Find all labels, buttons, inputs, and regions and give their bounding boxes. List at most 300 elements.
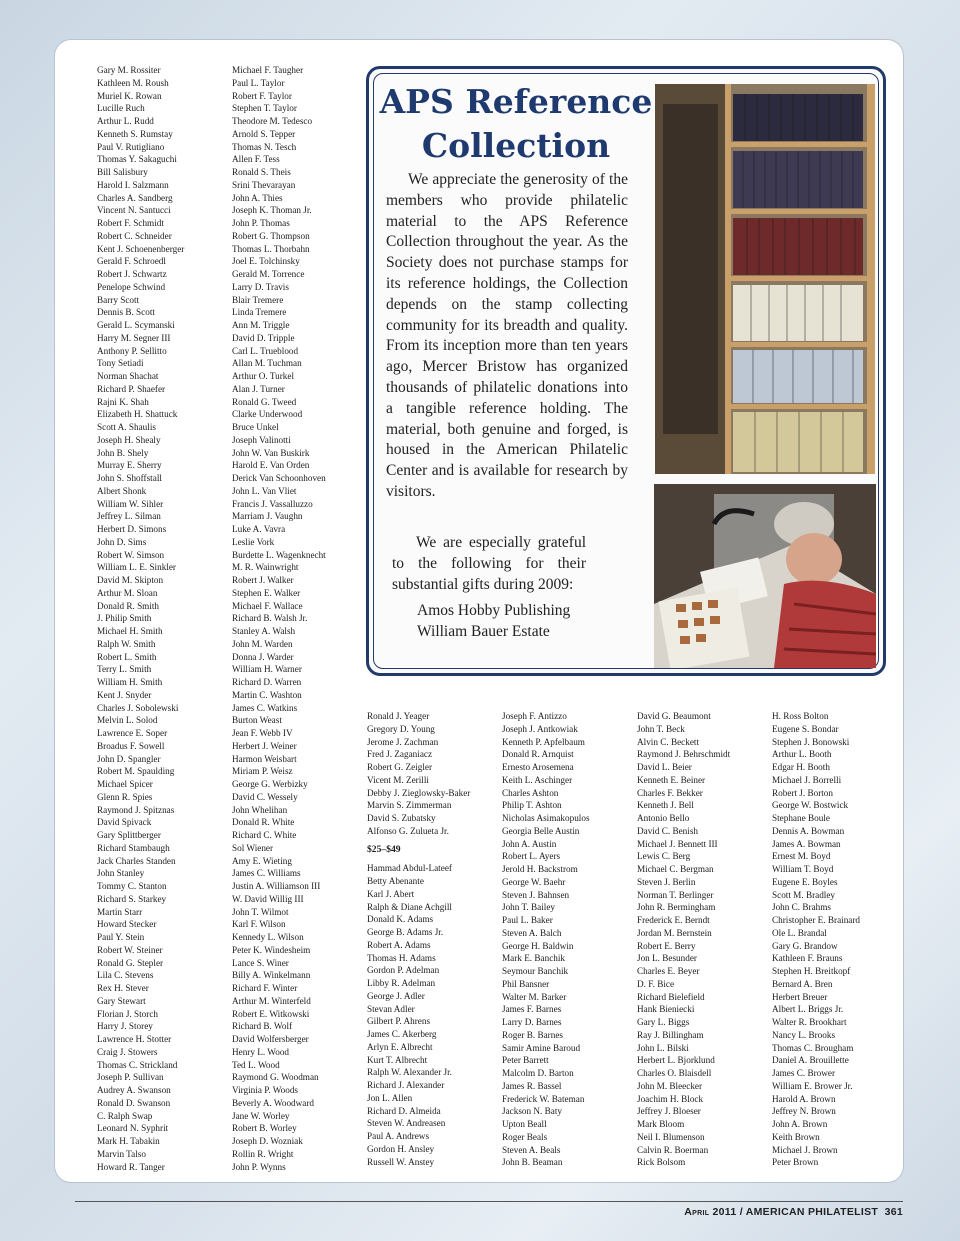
donor-name: Keith L. Aschinger <box>502 774 573 785</box>
donor-name: John S. Shoffstall <box>97 473 162 483</box>
donor-name: Paul V. Rutigliano <box>97 141 165 152</box>
donor-name: Robert L. Smith <box>97 651 157 662</box>
donor-name: Phil Bansner <box>502 978 550 989</box>
donor-name: Robert E. Berry <box>637 940 696 951</box>
donor-name: Allen F. Tess <box>232 154 280 165</box>
donor-name: Theodore M. Tedesco <box>232 116 313 126</box>
donor-name: Herbert D. Simons <box>97 524 167 534</box>
donor-name: Bernard A. Bren <box>772 978 833 989</box>
donor-name: Jackson N. Baty <box>502 1106 562 1117</box>
donor-name: Thomas N. Tesch <box>232 141 297 152</box>
donor-name: Thomas C. Strickland <box>97 1059 178 1070</box>
donor-name: Peter Brown <box>772 1157 819 1168</box>
donor-name: Srini Thevarayan <box>232 179 296 190</box>
donor-name: Raymond J. Behrschmidt <box>637 749 731 760</box>
donor-name: Kennedy L. Wilson <box>232 932 304 942</box>
donor-name: Steven A. Balch <box>502 927 562 938</box>
donor-name: Muriel K. Rowan <box>97 90 162 101</box>
donor-name: Betty Abenante <box>367 876 424 886</box>
donor-name: Harold I. Salzmann <box>97 179 169 190</box>
donor-name: Gerald L. Scymanski <box>97 320 175 330</box>
donor-name: Arthur L. Booth <box>772 749 832 760</box>
donor-name: Arnold S. Tepper <box>232 128 296 139</box>
donor-name: Charles Ashton <box>502 787 559 798</box>
donor-name: Steven J. Bahnsen <box>502 889 570 900</box>
donor-name: Audrey A. Swanson <box>97 1085 171 1095</box>
donor-name: Mark E. Banchik <box>502 953 566 964</box>
donor-name: Karl J. Abert <box>367 888 415 899</box>
donor-name: Ernesto Arosemena <box>502 762 574 772</box>
donor-name: Nancy L. Brooks <box>772 1029 836 1040</box>
donor-name: Stevan Adler <box>367 1003 415 1014</box>
donor-name: Michael J. Borrelli <box>772 774 842 785</box>
donor-name: Gilbert P. Ahrens <box>367 1016 431 1027</box>
donor-name: Gary L. Biggs <box>637 1017 690 1027</box>
donor-name: Steven J. Berlin <box>637 876 696 887</box>
donor-name: John A. Brown <box>772 1119 828 1129</box>
donor-name: Malcolm D. Barton <box>502 1068 574 1078</box>
donor-name: Arthur M. Winterfeld <box>232 995 311 1006</box>
donor-name: John R. Bermingham <box>637 902 716 913</box>
donor-name: Luke A. Vavra <box>232 524 286 534</box>
donor-name: Herbert J. Weiner <box>232 740 297 751</box>
donor-name: David C. Benish <box>637 825 698 836</box>
donor-name: Georgia Belle Austin <box>502 825 580 836</box>
donor-name: John M. Bleecker <box>637 1080 703 1091</box>
donor-name: Richard Stambaugh <box>97 842 170 853</box>
donor-name: Paul L. Taylor <box>232 77 285 88</box>
donor-name: John T. Bailey <box>502 902 555 913</box>
donor-name: John B. Beaman <box>502 1157 563 1168</box>
donor-name: Broadus F. Sowell <box>97 740 165 751</box>
donor-name: Stanley A. Walsh <box>232 626 296 636</box>
major-donors <box>417 600 570 642</box>
donor-name: Debby J. Zieglowsky-Baker <box>367 787 471 798</box>
donor-name: James C. Williams <box>232 868 301 879</box>
donor-name: John T. Wilmot <box>232 906 289 917</box>
donor-name: David S. Zubatsky <box>367 813 436 823</box>
donor-name: George W. Bostwick <box>772 800 849 811</box>
donor-name: Marriam J. Vaughn <box>232 511 303 522</box>
donor-name: Roger B. Barnes <box>502 1029 563 1040</box>
donor-name: Donna J. Warder <box>232 651 294 662</box>
donor-name: Stephen H. Breitkopf <box>772 966 851 976</box>
donor-name: Carl L. Trueblood <box>232 345 299 356</box>
donor-name: Alvin C. Beckett <box>637 736 700 747</box>
donor-name: Vicent M. Zerilli <box>367 774 429 785</box>
donor-name: Nicholas Asimakopulos <box>502 813 590 823</box>
donor-name: Jeffrey J. Bloeser <box>637 1106 701 1117</box>
donor-name: Tommy C. Stanton <box>97 881 167 891</box>
donor-name: Gary Splittberger <box>97 830 161 840</box>
donor-name: Gerald M. Torrence <box>232 269 305 279</box>
donor-1: Amos Hobby Publishing <box>417 602 571 619</box>
donor-name: Christopher E. Brainard <box>772 915 861 925</box>
page-number: 361 <box>884 1206 903 1218</box>
donor-name: Michael J. Bennett III <box>637 838 718 849</box>
donor-name: Derick Van Schoonhoven <box>232 473 326 483</box>
donor-name: John C. Brahms <box>772 902 831 913</box>
donor-name: Robert F. Schmidt <box>97 218 164 228</box>
donor-name: Joseph J. Antkowiak <box>502 723 578 734</box>
donor-name: David L. Beier <box>637 762 692 772</box>
donor-name: Arthur O. Turkel <box>232 371 295 381</box>
researcher-photo <box>654 484 876 668</box>
footer-publication: 2011 / AMERICAN PHILATELIST <box>712 1206 879 1218</box>
donor-name: Jon L. Besunder <box>637 953 697 964</box>
donor-name: M. R. Wainwright <box>232 562 299 573</box>
donor-name: Miriam P. Weisz <box>232 766 293 777</box>
donor-name: Jeffrey L. Silman <box>97 511 161 522</box>
donor-name: Michael F. Taugher <box>232 65 304 75</box>
donor-name: Burdette L. Wagenknecht <box>232 549 326 560</box>
donor-name: Charles O. Blaisdell <box>637 1068 712 1078</box>
donor-name: Lewis C. Berg <box>637 851 691 862</box>
donor-name: Daniel A. Brouillette <box>772 1055 849 1066</box>
donor-name: Gary G. Brandow <box>772 940 838 951</box>
donor-name: Rick Bolsom <box>637 1157 686 1168</box>
donor-name: Rex H. Stever <box>97 983 149 993</box>
donor-name: Joseph F. Antizzo <box>502 711 567 721</box>
donor-name: Arlyn E. Albrecht <box>367 1041 433 1052</box>
donor-name: Antonio Bello <box>637 813 690 823</box>
donor-name: Henry L. Wood <box>232 1046 290 1057</box>
donor-name: Richard B. Walsh Jr. <box>232 613 308 624</box>
donor-name: Robert B. Worley <box>232 1123 297 1134</box>
donor-name: Rollin R. Wright <box>232 1148 294 1159</box>
donor-name: Hammad Abdul-Lateef <box>367 863 452 874</box>
donor-name: Marvin S. Zimmerman <box>367 800 452 811</box>
donor-name: Robert G. Thompson <box>232 230 310 241</box>
donor-name: John A. Austin <box>502 838 557 849</box>
donor-name: Philip T. Ashton <box>502 800 562 811</box>
donor-name: George J. Adler <box>367 990 425 1001</box>
donor-name: Ronald J. Yeager <box>367 711 430 721</box>
donor-name: Upton Beall <box>502 1119 547 1129</box>
donor-name: William H. Warner <box>232 664 302 675</box>
donor-name: Robert G. Zeigler <box>367 762 433 772</box>
donor-name: Frederick W. Bateman <box>502 1093 585 1104</box>
donor-name: Stephane Boule <box>772 813 830 823</box>
donor-name: D. F. Bice <box>637 978 675 989</box>
donor-name: Alfonso G. Zulueta Jr. <box>367 825 449 836</box>
donor-name: Steven W. Andreasen <box>367 1118 446 1129</box>
donor-name: Robert A. Adams <box>367 939 431 950</box>
donor-name: Larry D. Travis <box>232 281 289 292</box>
donor-name: Seymour Banchik <box>502 966 569 976</box>
donor-name: Libby R. Adelman <box>367 978 436 988</box>
donor-name: Edgar H. Booth <box>772 762 830 772</box>
donor-name: John L. Van Vliet <box>232 485 297 496</box>
donor-name: Jane W. Worley <box>232 1110 290 1121</box>
donor-name: Mark Bloom <box>637 1119 685 1129</box>
donor-name: Terry L. Smith <box>97 664 152 675</box>
donor-name: Dennis B. Scott <box>97 307 155 318</box>
donor-name: Scott A. Shaulis <box>97 422 156 432</box>
donor-name: John L. Bilski <box>637 1042 689 1053</box>
donor-name: Francis J. Vassalluzzo <box>232 498 313 509</box>
donor-name: Richard F. Winter <box>232 983 298 993</box>
donor-name: Gregory D. Young <box>367 723 435 734</box>
donor-name: David M. Skipton <box>97 575 164 585</box>
donor-name: Russell W. Anstey <box>367 1156 435 1167</box>
donor-name: Kent J. Schoenenberger <box>97 243 185 254</box>
donor-name: Robert J. Borton <box>772 787 833 798</box>
donor-name: Peter Barrett <box>502 1055 549 1066</box>
donor-name: Arthur M. Sloan <box>97 587 158 598</box>
donor-name: Anthony P. Sellitto <box>97 345 167 356</box>
donor-name: Lawrence E. Soper <box>97 728 168 738</box>
donor-name: Harry M. Segner III <box>97 332 171 343</box>
donor-name: Blair Tremere <box>232 294 284 305</box>
donor-name: Raymond G. Woodman <box>232 1072 319 1083</box>
donor-name: Bill Salisbury <box>97 167 148 177</box>
donor-name: Scott M. Bradley <box>772 889 836 900</box>
donor-name: Leonard N. Syphrit <box>97 1123 169 1134</box>
donor-name: Richard C. White <box>232 830 297 840</box>
donor-name: Albert Shonk <box>97 485 147 496</box>
donor-name: Beverly A. Woodward <box>232 1097 315 1108</box>
donor-name: Charles E. Beyer <box>637 966 700 976</box>
donor-name: Joachim H. Block <box>637 1093 704 1104</box>
donor-name: John D. Sims <box>97 536 147 547</box>
name-column-3 <box>367 710 470 1168</box>
donor-name: Harmon Weisbart <box>232 753 297 764</box>
donor-name: Samir Amine Baroud <box>502 1042 581 1053</box>
donor-name: Robert M. Spaulding <box>97 766 175 777</box>
donor-name: Robert W. Steiner <box>97 944 163 955</box>
donor-name: Kenneth E. Beiner <box>637 774 706 785</box>
donor-name: Craig J. Stowers <box>97 1046 158 1057</box>
donor-name: Ralph & Diane Achgill <box>367 901 452 912</box>
donor-name: Michael F. Wallace <box>232 600 303 611</box>
donor-name: Richard J. Alexander <box>367 1080 445 1090</box>
donor-name: Alan J. Turner <box>232 383 285 394</box>
donor-name: Martin C. Washton <box>232 689 302 700</box>
donor-name: Karl F. Wilson <box>232 919 286 930</box>
donor-name: Arthur L. Rudd <box>97 116 154 126</box>
donor-name: Paul A. Andrews <box>367 1131 430 1141</box>
donor-name: James C. Akerberg <box>367 1029 437 1039</box>
donor-name: Ronald S. Theis <box>232 167 291 177</box>
donor-name: H. Ross Bolton <box>772 711 829 721</box>
donor-name: Amy E. Wieting <box>232 855 292 866</box>
donor-name: Paul L. Baker <box>502 915 553 925</box>
page-footer <box>684 1206 903 1218</box>
donor-name: Melvin L. Solod <box>97 715 158 726</box>
donor-name: Glenn R. Spies <box>97 791 153 802</box>
donor-name: Robert J. Walker <box>232 575 294 585</box>
donor-name: Justin A. Williamson III <box>232 881 321 891</box>
donor-name: Albert L. Briggs Jr. <box>772 1004 844 1015</box>
donor-name: Ole L. Brandal <box>772 927 827 938</box>
donor-name: Howard R. Tanger <box>97 1161 165 1172</box>
donor-name: Joseph P. Sullivan <box>97 1072 164 1083</box>
donor-name: Gerald F. Schroedl <box>97 256 166 267</box>
donor-name: Harry J. Storey <box>97 1021 153 1032</box>
donor-name: Rajni K. Shah <box>97 396 149 407</box>
donor-name: Joseph K. Thoman Jr. <box>232 205 312 216</box>
donor-name: Ralph W. Alexander Jr. <box>367 1067 452 1078</box>
donor-name: Joseph H. Shealy <box>97 434 161 445</box>
donor-name: Allan M. Tuchman <box>232 358 302 369</box>
donor-name: Marvin Talso <box>97 1148 146 1159</box>
donor-name: John T. Beck <box>637 723 685 734</box>
donor-name: Walter M. Barker <box>502 991 567 1002</box>
donor-name: Donald R. Arnquist <box>502 749 574 760</box>
donor-name: Ann M. Triggle <box>232 320 290 330</box>
donor-name: David D. Tripple <box>232 332 295 343</box>
donor-name: Joseph Valinotti <box>232 434 291 445</box>
donor-name: Gordon H. Ansley <box>367 1143 435 1154</box>
donor-name: Leslie Vork <box>232 536 275 547</box>
donor-name: Robert F. Taylor <box>232 90 292 101</box>
donor-name: Kenneth S. Rumstay <box>97 128 173 139</box>
donor-name: Richard D. Almeida <box>367 1105 441 1116</box>
donor-name: Lucille Ruch <box>97 103 145 114</box>
donor-name: Dennis A. Bowman <box>772 825 845 836</box>
donor-name: James F. Barnes <box>502 1004 562 1015</box>
donor-name: John Whelihan <box>232 804 288 815</box>
donor-name: Ted L. Wood <box>232 1059 280 1070</box>
donor-name: Ronald D. Swanson <box>97 1097 171 1108</box>
donor-name: John A. Thies <box>232 192 283 203</box>
donor-name: Mark H. Tabakin <box>97 1136 160 1146</box>
donor-name: Ralph W. Smith <box>97 638 156 649</box>
name-column-4 <box>502 710 590 1169</box>
donor-name: William L. E. Sinkler <box>97 562 176 573</box>
name-column-5 <box>637 710 730 1169</box>
donor-name: David Wolfersberger <box>232 1034 309 1044</box>
donor-name: Richard P. Shaefer <box>97 383 166 394</box>
donor-name: Jerold H. Backstrom <box>502 864 578 874</box>
donor-name: Thomas C. Brougham <box>772 1042 854 1053</box>
donor-name: Thomas Y. Sakaguchi <box>97 154 177 165</box>
donor-name: J. Philip Smith <box>97 613 152 624</box>
donor-name: Robert C. Schneider <box>97 230 172 241</box>
donor-name: Harold E. Van Orden <box>232 460 310 471</box>
donor-name: Clarke Underwood <box>232 409 303 420</box>
donor-name: Barry Scott <box>97 294 140 305</box>
donor-name: Walter R. Brookhart <box>772 1017 847 1027</box>
donor-name: Herbert Breuer <box>772 991 828 1002</box>
donor-name: Peter K. Windesheim <box>232 944 311 955</box>
donor-name: Joseph D. Wozniak <box>232 1136 303 1146</box>
donor-name: William W. Sihler <box>97 498 164 509</box>
donor-name: Norman T. Berlinger <box>637 889 714 900</box>
donor-name: James R. Bassel <box>502 1080 562 1091</box>
donor-name: Thomas H. Adams <box>367 952 436 963</box>
donor-name: Richard S. Starkey <box>97 893 167 904</box>
donor-name: Eugene E. Boyles <box>772 876 838 887</box>
donor-name: George B. Adams Jr. <box>367 927 444 937</box>
donor-name: Robert W. Simson <box>97 549 165 560</box>
donor-name: John B. Shely <box>97 447 149 458</box>
donor-name: Michael H. Smith <box>97 626 163 636</box>
donor-name: Ernest M. Boyd <box>772 851 831 862</box>
donor-name: Donald K. Adams <box>367 914 434 925</box>
donor-name: William T. Boyd <box>772 864 834 874</box>
donor-name: Kenneth J. Bell <box>637 800 694 811</box>
name-column-6 <box>772 710 860 1169</box>
donor-name: Lila C. Stevens <box>97 970 154 981</box>
donor-name: George G. Werbizky <box>232 779 308 789</box>
donor-name: Billy A. Winkelmann <box>232 970 311 981</box>
donor-name: Calvin R. Boerman <box>637 1144 709 1155</box>
donor-name: Richard B. Wolf <box>232 1021 293 1032</box>
donor-name: Joel E. Tolchinsky <box>232 256 300 267</box>
donor-name: Richard Bielefield <box>637 991 705 1002</box>
donor-name: Lance S. Winer <box>232 957 289 968</box>
donor-name: Charles A. Sandberg <box>97 192 173 203</box>
donor-name: Robert J. Schwartz <box>97 269 167 279</box>
donor-name: Donald R. White <box>232 817 295 828</box>
donor-name: Kurt T. Albrecht <box>367 1054 428 1065</box>
donor-name: Jon L. Allen <box>367 1092 413 1103</box>
donor-name: Michael J. Brown <box>772 1144 838 1155</box>
donor-name: Eugene S. Bondar <box>772 723 839 734</box>
box-body-text: We appreciate the generosity of the members who provide philatelic material to the APS Reference Collection throughout the year. As the Society does not purchase stamps for its reference holdings, the Collection depends on the stamp collecting community for its breadth and quality. From its inception more than ten years ago, Mercer Bristow has organized thousands of philatelic donations into a tangible reference holding. The material, both genuine and forged, is housed in the American Philatelic Center and is available for research by visitors. <box>386 171 628 500</box>
donor-name: Kathleen M. Roush <box>97 77 169 88</box>
donor-name: Jordan M. Bernstein <box>637 927 712 938</box>
donor-name: Florian J. Storch <box>97 1008 158 1019</box>
donor-name: Norman Shachat <box>97 371 159 381</box>
donor-name: Stephen T. Taylor <box>232 103 297 114</box>
donor-name: Gary Stewart <box>97 995 146 1006</box>
donor-name: Lawrence H. Stotter <box>97 1034 172 1044</box>
donor-name: Neil I. Blumenson <box>637 1131 705 1142</box>
donor-name: Kathleen F. Brauns <box>772 953 843 964</box>
donor-name: John D. Spangler <box>97 753 161 764</box>
donor-name: Robert E. Witkowski <box>232 1008 310 1019</box>
donor-name: John W. Van Buskirk <box>232 447 310 458</box>
donor-name: Harold A. Brown <box>772 1093 836 1104</box>
donor-name: Thomas L. Thorbahn <box>232 243 310 254</box>
donor-name: David Spivack <box>97 817 152 828</box>
box-title: APS Reference Collection <box>379 82 653 165</box>
donor-name: Robert L. Ayers <box>502 851 561 862</box>
library-shelves-photo <box>655 84 875 474</box>
donor-name: Penelope Schwind <box>97 281 166 292</box>
donor-name: Keith Brown <box>772 1131 820 1142</box>
donor-name: Charles F. Bekker <box>637 787 703 798</box>
donor-2: William Bauer Estate <box>417 623 550 640</box>
donor-name: Gordon P. Adelman <box>367 965 440 976</box>
donor-name: Larry D. Barnes <box>502 1017 562 1027</box>
donor-name: Jean F. Webb IV <box>232 728 293 738</box>
donor-name: Frederick E. Berndt <box>637 915 710 925</box>
donor-name: William H. Smith <box>97 677 163 687</box>
donor-name: Sol Wiener <box>232 842 274 853</box>
donor-name: Fred J. Zaganiacz <box>367 749 433 760</box>
donor-name: Virginia P. Woods <box>232 1085 299 1095</box>
donor-name: David C. Wessely <box>232 791 298 802</box>
donor-name: Donald R. Smith <box>97 600 160 611</box>
donor-name: Paul Y. Stein <box>97 932 145 942</box>
donor-name: John M. Warden <box>232 638 293 649</box>
donor-name: C. Ralph Swap <box>97 1110 153 1121</box>
tier-heading: $25–$49 <box>367 843 401 855</box>
name-column-1 <box>97 64 184 1173</box>
donor-name: James C. Watkins <box>232 702 298 713</box>
donor-name: Stephen E. Walker <box>232 587 301 598</box>
donor-name: Roger Beals <box>502 1131 548 1142</box>
donor-name: Jack Charles Standen <box>97 855 176 866</box>
donor-name: Stephen J. Bonowski <box>772 736 850 747</box>
donor-name: Ray J. Billingham <box>637 1029 704 1040</box>
donor-name: Steven A. Beals <box>502 1144 561 1155</box>
donor-name: Murray E. Sherry <box>97 460 162 471</box>
